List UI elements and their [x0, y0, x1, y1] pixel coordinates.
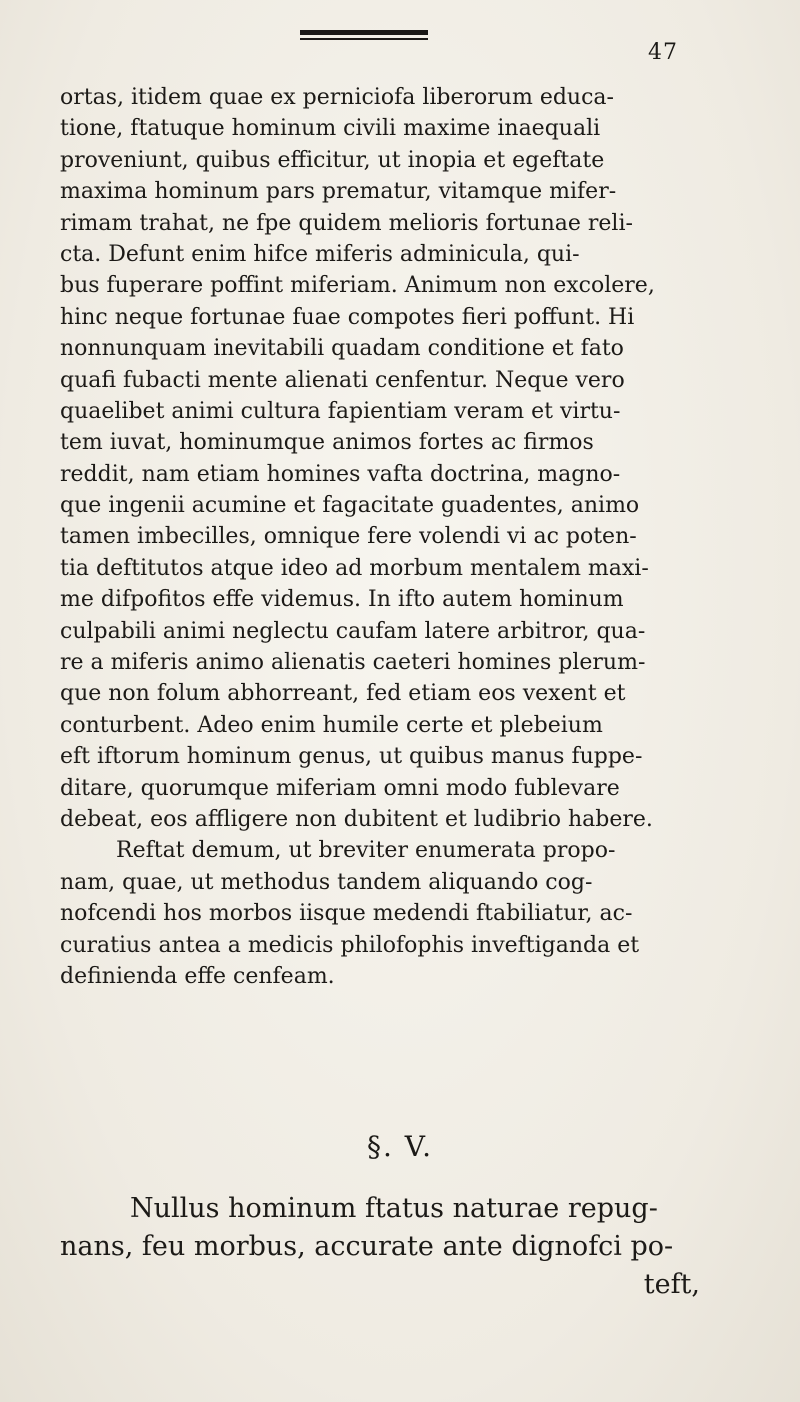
text-line: eft iftorum hominum genus, ut quibus manus fuppe- [60, 744, 643, 770]
text-line: nam, quae, ut methodus tandem aliquando cog- [60, 869, 593, 895]
text-line: maxima hominum pars prematur, vitamque mifer- [60, 179, 617, 205]
page-number: 47 [648, 40, 678, 65]
text-line: quafi fubacti mente alienati cenfentur. Neque vero [60, 367, 625, 393]
text-line: hinc neque fortunae fuae compotes fieri poffunt. Hi [60, 304, 635, 330]
text-line: rimam trahat, ne fpe quidem melioris fortunae reli- [60, 210, 633, 236]
text-line: bus fuperare poffint miferiam. Animum non excolere, [60, 273, 655, 299]
text-line: cta. Defunt enim hifce miferis adminicula, qui- [60, 241, 580, 267]
text-line: re a miferis animo alienatis caeteri homines plerum- [60, 650, 646, 676]
text-line: proveniunt, quibus efficitur, ut inopia et egeftate [60, 147, 605, 173]
header-rule-thick [300, 30, 428, 35]
text-line: curatius antea a medicis philofophis inveftiganda et [60, 932, 640, 958]
text-line: tem iuvat, hominumque animos fortes ac firmos [60, 430, 594, 456]
text-line: ditare, quorumque miferiam omni modo fublevare [60, 775, 620, 801]
text-line: nonnunquam inevitabili quadam conditione et fato [60, 336, 624, 362]
heading-line: Nullus hominum ftatus naturae repug- [130, 1193, 658, 1224]
heading-line: nans, feu morbus, accurate ante dignofci po- [60, 1231, 674, 1262]
text-line: tamen imbecilles, omnique fere volendi vi ac poten- [60, 524, 637, 550]
text-line: ortas, itidem quae ex perniciofa liberorum educa- [60, 85, 614, 110]
text-line: quaelibet animi cultura fapientiam veram et virtu- [60, 398, 621, 424]
text-line: que non folum abhorreant, fed etiam eos vexent et [60, 681, 626, 707]
text-line: definienda effe cenfeam. [60, 963, 335, 989]
text-line: conturbent. Adeo enim humile certe et plebeium [60, 712, 603, 738]
text-line: tione, ftatuque hominum civili maxime inaequali [60, 116, 601, 142]
text-line: debeat, eos affligere non dubitent et ludibrio habere. [60, 806, 653, 832]
text-line: me difpofitos effe videmus. In ifto autem hominum [60, 587, 624, 613]
text-line: reddit, nam etiam homines vafta doctrina, magno- [60, 461, 621, 487]
header-ornament-rule [300, 30, 428, 40]
header-rule-thin [300, 38, 428, 40]
text-line: que ingenii acumine et fagacitate guadentes, animo [60, 493, 640, 519]
text-line: tia deftitutos atque ideo ad morbum mentalem maxi- [60, 555, 649, 581]
section-heading-text [60, 1190, 700, 1304]
text-line-indented: Reftat demum, ut breviter enumerata propo- [116, 838, 616, 864]
heading-line-catchword: teft, [643, 1269, 700, 1300]
text-line: culpabili animi neglectu caufam latere arbitror, qua- [60, 618, 646, 644]
section-number: §. V. [366, 1130, 434, 1163]
text-line: nofcendi hos morbos iisque medendi ftabiliatur, ac- [60, 901, 633, 927]
body-paragraph [60, 82, 708, 992]
